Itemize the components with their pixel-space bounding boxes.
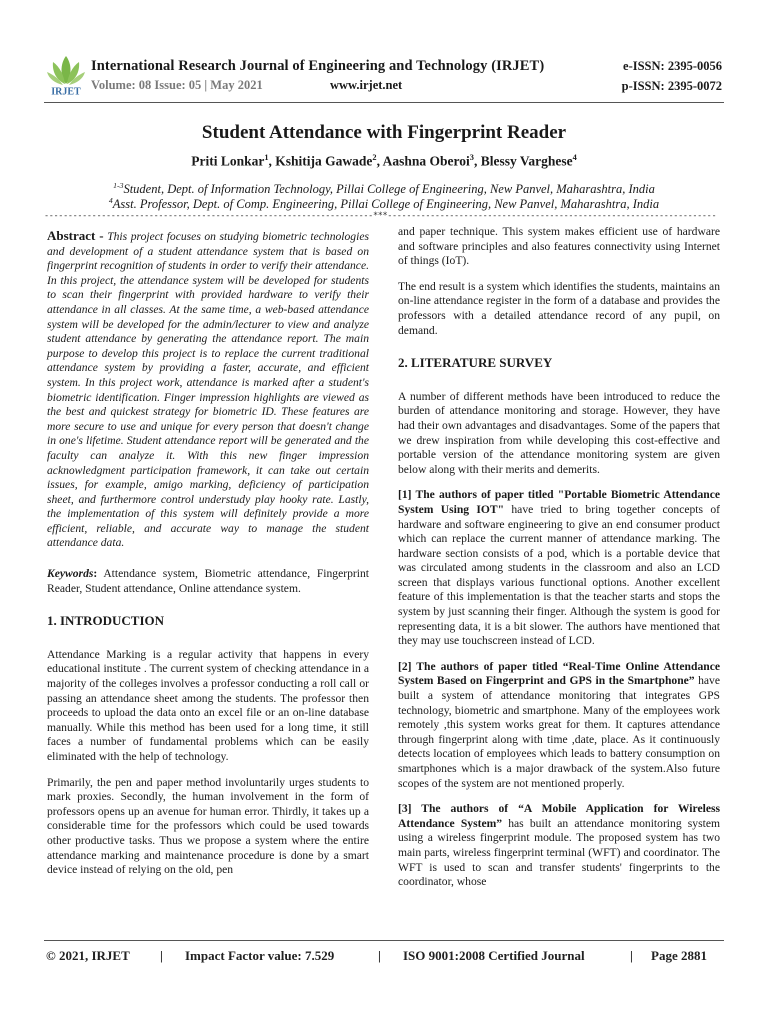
author-sep: , (376, 153, 383, 169)
affiliation-sup: 1-3 (113, 181, 124, 190)
abstract (47, 229, 369, 551)
logo-text: IRJET (51, 86, 81, 96)
iso-certification: ISO 9001:2008 Certified Journal (403, 948, 585, 963)
abstract-label: Abstract - (47, 228, 104, 243)
page-number: Page 2881 (651, 948, 707, 963)
left-column (47, 229, 369, 889)
paragraph: A number of different methods have been introduced to reduce the burden of attendance monitoring and storage. However, they have had their own advantages and disadvantages. Some of the papers that we drew inspiration from while developing this cost-effective and portable version of the attendance monitoring system are given below along with their merits and demerits. (398, 389, 720, 476)
e-issn: e-ISSN: 2395-0056 (623, 59, 722, 73)
reference-paragraph (398, 802, 720, 890)
reference-paragraph (398, 660, 720, 791)
author-sup: 3 (469, 153, 474, 162)
reference-title: [1] The authors of paper titled "Portable Biometric Attendance System Using IOT" (398, 488, 720, 516)
footer-divider: | (160, 948, 163, 963)
author-sup: 2 (372, 153, 377, 162)
header-rule (44, 102, 724, 103)
keywords-text: Attendance system, Biometric attendance, Fingerprint Reader, Student attendance, Online attendance system. (47, 567, 369, 595)
footer-rule (44, 940, 724, 941)
affiliation (0, 181, 768, 197)
section-heading-literature-survey: 2. LITERATURE SURVEY (398, 355, 553, 371)
reference-body: has built an attendance monitoring system using a wireless fingerprint module. The proposed system has two main parts, wireless fingerprint terminal (WFT) and coordinator. The WFT is used to scan and transfer students' fingerprints to the coordinator, whose (398, 816, 720, 889)
reference-paragraph (398, 488, 720, 649)
reference-title: [3] The authors of “A Mobile Application for Wireless Attendance System” (398, 802, 720, 830)
impact-factor: Impact Factor value: 7.529 (185, 948, 335, 963)
p-issn: p-ISSN: 2395-0072 (621, 79, 722, 93)
paper-title: Student Attendance with Fingerprint Reader (201, 122, 567, 143)
affiliation (0, 196, 768, 212)
paragraph: and paper technique. This system makes efficient use of hardware and software principles and also features connectivity using Internet of things (IoT). (398, 225, 720, 268)
affiliation-sup: 4 (108, 196, 113, 205)
section-separator: ---------------------------------------------------------------------***--------------------------------------------------------------------- (44, 211, 717, 221)
footer-divider: | (378, 948, 381, 963)
paragraph: Primarily, the pen and paper method involuntarily urges students to mark proxies. Secondly, the human involvement in the form of professors opens up an avenue for human error. Thirdly, it takes up a considerable time for the professors which could be used towards other productive tasks. Thus we propose a system where the entire attendance marking and maintenance procedure is done by a smart device instead of relying on the old, pen (47, 775, 369, 877)
reference-body: have tried to bring together concepts of hardware and software engineering to give an end consumer product which can replace the current manner of attendance marking. The hardware section consists of a pod, which is a portable device that was circulated among students in the classroom and also an LCD screen that displays various functional options. Another excellent feature of this implementation is that the teacher starts and stops the system by just scanning their finger. Although the system is good for representing data, it is a bit slower. The authors have mentioned that they may use touchscreen instead of LCD. (398, 502, 720, 648)
abstract-text: This project focuses on studying biometric technologies and development of a student attendance system that is based on fingerprint recognition of students in order to verify their attendance. In this project, the attendance system will be developed for students to scan their fingerprint with provided hardware to verify their attendance in all classes. At the same time, a web-based attendance system will be developed for the admin/lecturer to view and analyze student attendance by generating the attendance report. The main purpose to develop this project is to replace the current traditional attendance system by providing a faster, accurate, and efficient system. In this project work, attendance is marked after a student's biometric identification. Finger impression highlights are viewed as the best and quickest strategy for biometric ID. These features are more secure to use and unique for every person that doesn't change in one's lifetime. Student attendance report will be generated and the faculty can analyze it. With this new finger impression acknowledgment participation framework, it can take out certain issues, for example, amigo marking, deficiency of participation sheet, and furthermore control understudy play hooky rate. Lastly, the implementation of this system will definitely provide a more efficient, reliable, and accurate way to manage the student attendance data. (47, 230, 369, 550)
author: Blessy Varghese (480, 153, 573, 169)
keywords: Keywords: Attendance system, Biometric attendance, Fingerprint Reader, Student attendance, Online attendance system. (47, 567, 369, 595)
author-sup: 4 (572, 153, 577, 162)
footer-divider: | (630, 948, 633, 963)
journal-header (44, 50, 734, 100)
volume-issue: Volume: 08 Issue: 05 | May 2021 (91, 78, 263, 92)
affiliation-text: Student, Dept. of Information Technology, Pillai College of Engineering, New Panvel, Maharashtra, India (123, 182, 655, 197)
author: Priti Lonkar (191, 153, 265, 169)
section-heading-introduction: 1. INTRODUCTION (47, 613, 165, 629)
irjet-logo (44, 52, 88, 96)
author-sep: , (473, 153, 481, 169)
right-column (398, 225, 720, 901)
journal-website[interactable]: www.irjet.net (330, 78, 403, 92)
author-sup: 1 (264, 153, 269, 162)
author-list (0, 153, 768, 170)
reference-body: have built a system of attendance monitoring that integrates GPS technology, biometric and smartphone. Many of the employees work remotely ,this system works great for them. It captures attendance through fingerprint along with time ,date, place. As it continuously detects location of employees which leads to battery consumption on smartphones which is a major drawback of the system.Also future scopes of the system are not mentioned properly. (398, 674, 720, 790)
paragraph: Attendance Marking is a regular activity that happens in every educational institute . The current system of checking attendance in a majority of the colleges involves a professor conducting a roll call or passing an attendance sheet among the students. The professor then proceeds to upload the data onto an excel file or an on-line database manually. While this method has been used for a long time, it still faces a number of fundamental problems which can be easily eliminated with the help of technology. (47, 647, 369, 763)
reference-title: [2] The authors of paper titled “Real-Time Online Attendance System Based on Fingerprint and GPS in the Smartphone” (398, 659, 720, 688)
author: Aashna Oberoi (382, 153, 470, 169)
copyright: © 2021, IRJET (46, 948, 130, 963)
keywords-label: Keywords (47, 567, 94, 581)
paragraph: The end result is a system which identifies the students, maintains an on-line attendance register in the form of a database and provides the professors with a detailed attendance record of any pupil, on demand. (398, 279, 720, 337)
author-sep: , (268, 153, 276, 169)
author: Kshitija Gawade (275, 153, 373, 169)
affiliation-text: Asst. Professor, Dept. of Comp. Engineering, Pillai College of Engineering, New Panvel, Maharashtra, India (112, 197, 660, 212)
journal-name: International Research Journal of Engineering and Technology (IRJET) (91, 58, 545, 74)
